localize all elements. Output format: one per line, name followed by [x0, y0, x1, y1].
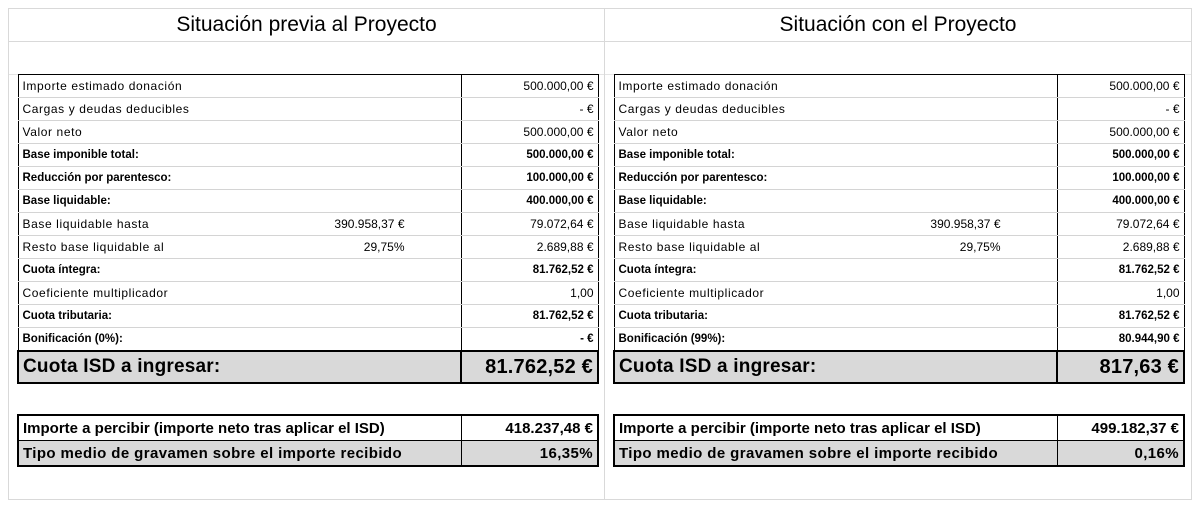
table-row: [614, 259, 1184, 282]
row-amount: 2.689,88 €: [461, 236, 598, 259]
row-rate-value: 29,75%: [321, 236, 461, 259]
row-rate-value: [321, 305, 461, 328]
row-label: Cuota tributaria:: [614, 305, 917, 328]
table-row: [18, 259, 598, 282]
table-row: [614, 305, 1184, 328]
summary-label: Tipo medio de gravamen sobre el importe recibido: [18, 441, 461, 467]
row-label: Base imponible total:: [614, 144, 917, 167]
summary-value: 0,16%: [1057, 441, 1184, 467]
row-amount: - €: [461, 328, 598, 352]
table-row: [18, 236, 598, 259]
row-amount: 100.000,00 €: [461, 167, 598, 190]
row-label: Resto base liquidable al: [614, 236, 917, 259]
total-row: [614, 351, 1184, 383]
row-rate-value: [917, 167, 1057, 190]
row-label: Base liquidable:: [614, 190, 917, 213]
row-amount: 100.000,00 €: [1057, 167, 1184, 190]
row-amount: 2.689,88 €: [1057, 236, 1184, 259]
row-amount: 81.762,52 €: [461, 305, 598, 328]
row-label: Cargas y deudas deducibles: [614, 98, 917, 121]
row-rate-value: [321, 75, 461, 98]
summary-row: [18, 441, 598, 467]
summary-label: Importe a percibir (importe neto tras aplicar el ISD): [614, 415, 1057, 441]
table-row: [18, 144, 598, 167]
total-label: Cuota ISD a ingresar:: [18, 351, 461, 383]
table-row: [614, 190, 1184, 213]
row-rate-value: 390.958,37 €: [321, 213, 461, 236]
row-label: Valor neto: [18, 121, 321, 144]
row-amount: 80.944,90 €: [1057, 328, 1184, 352]
row-rate-value: [321, 190, 461, 213]
table-row: [614, 213, 1184, 236]
summary-value: 16,35%: [461, 441, 598, 467]
row-label: Base liquidable:: [18, 190, 321, 213]
row-rate-value: [917, 98, 1057, 121]
row-label: Cuota íntegra:: [18, 259, 321, 282]
row-amount: 81.762,52 €: [461, 259, 598, 282]
row-rate-value: [917, 144, 1057, 167]
row-amount: 81.762,52 €: [1057, 305, 1184, 328]
row-amount: 500.000,00 €: [461, 121, 598, 144]
row-amount: 500.000,00 €: [461, 75, 598, 98]
row-rate-value: [917, 305, 1057, 328]
row-label: Base liquidable hasta: [18, 213, 321, 236]
row-label: Importe estimado donación: [18, 75, 321, 98]
table-row: [18, 75, 598, 98]
table-row: [18, 305, 598, 328]
row-amount: 81.762,52 €: [1057, 259, 1184, 282]
row-rate-value: [917, 328, 1057, 352]
row-amount: 500.000,00 €: [461, 144, 598, 167]
row-rate-value: [917, 121, 1057, 144]
row-amount: 1,00: [1057, 282, 1184, 305]
row-amount: 79.072,64 €: [461, 213, 598, 236]
spacer-row: [605, 41, 1191, 75]
row-label: Base liquidable hasta: [614, 213, 917, 236]
summary-value: 418.237,48 €: [461, 415, 598, 441]
summary-label: Importe a percibir (importe neto tras aplicar el ISD): [18, 415, 461, 441]
panel-title: Situación con el Proyecto: [605, 9, 1191, 42]
row-rate-value: [321, 121, 461, 144]
row-rate-value: 29,75%: [917, 236, 1057, 259]
row-rate-value: 390.958,37 €: [917, 213, 1057, 236]
table-row: [614, 75, 1184, 98]
panel-title: Situación previa al Proyecto: [9, 9, 604, 42]
table-row: [614, 328, 1184, 352]
row-amount: 400.000,00 €: [461, 190, 598, 213]
row-amount: 1,00: [461, 282, 598, 305]
table-row: [614, 167, 1184, 190]
table-row: [614, 282, 1184, 305]
tax-calculation-table: [613, 74, 1185, 384]
row-rate-value: [917, 75, 1057, 98]
row-label: Bonificación (0%):: [18, 328, 321, 352]
row-rate-value: [321, 328, 461, 352]
row-rate-value: [321, 259, 461, 282]
total-amount: 81.762,52 €: [461, 351, 598, 383]
row-label: Cuota íntegra:: [614, 259, 917, 282]
table-row: [18, 282, 598, 305]
table-row: [614, 144, 1184, 167]
table-row: [18, 328, 598, 352]
summary-row: [614, 441, 1184, 467]
row-rate-value: [917, 282, 1057, 305]
row-rate-value: [321, 282, 461, 305]
row-amount: - €: [1057, 98, 1184, 121]
row-label: Coeficiente multiplicador: [18, 282, 321, 305]
tax-calculation-table: [17, 74, 599, 384]
panel-with-project: [605, 8, 1192, 500]
row-label: Resto base liquidable al: [18, 236, 321, 259]
row-rate-value: [917, 259, 1057, 282]
summary-table: [613, 414, 1185, 467]
row-amount: 400.000,00 €: [1057, 190, 1184, 213]
table-row: [614, 98, 1184, 121]
row-amount: 500.000,00 €: [1057, 144, 1184, 167]
row-rate-value: [321, 98, 461, 121]
table-row: [614, 236, 1184, 259]
total-row: [18, 351, 598, 383]
row-label: Importe estimado donación: [614, 75, 917, 98]
row-label: Cuota tributaria:: [18, 305, 321, 328]
total-amount: 817,63 €: [1057, 351, 1184, 383]
row-label: Reducción por parentesco:: [18, 167, 321, 190]
summary-label: Tipo medio de gravamen sobre el importe recibido: [614, 441, 1057, 467]
row-rate-value: [917, 190, 1057, 213]
table-row: [18, 213, 598, 236]
table-row: [18, 121, 598, 144]
row-rate-value: [321, 144, 461, 167]
spacer-row: [9, 41, 604, 75]
summary-row: [18, 415, 598, 441]
row-label: Bonificación (99%):: [614, 328, 917, 352]
row-amount: 500.000,00 €: [1057, 75, 1184, 98]
row-label: Cargas y deudas deducibles: [18, 98, 321, 121]
summary-row: [614, 415, 1184, 441]
row-amount: 500.000,00 €: [1057, 121, 1184, 144]
summary-value: 499.182,37 €: [1057, 415, 1184, 441]
row-rate-value: [321, 167, 461, 190]
row-label: Valor neto: [614, 121, 917, 144]
row-amount: 79.072,64 €: [1057, 213, 1184, 236]
table-row: [18, 98, 598, 121]
row-label: Coeficiente multiplicador: [614, 282, 917, 305]
panel-previous-situation: [8, 8, 605, 500]
total-label: Cuota ISD a ingresar:: [614, 351, 1057, 383]
row-amount: - €: [461, 98, 598, 121]
row-label: Base imponible total:: [18, 144, 321, 167]
table-row: [18, 190, 598, 213]
table-row: [18, 167, 598, 190]
table-row: [614, 121, 1184, 144]
row-label: Reducción por parentesco:: [614, 167, 917, 190]
summary-table: [17, 414, 599, 467]
